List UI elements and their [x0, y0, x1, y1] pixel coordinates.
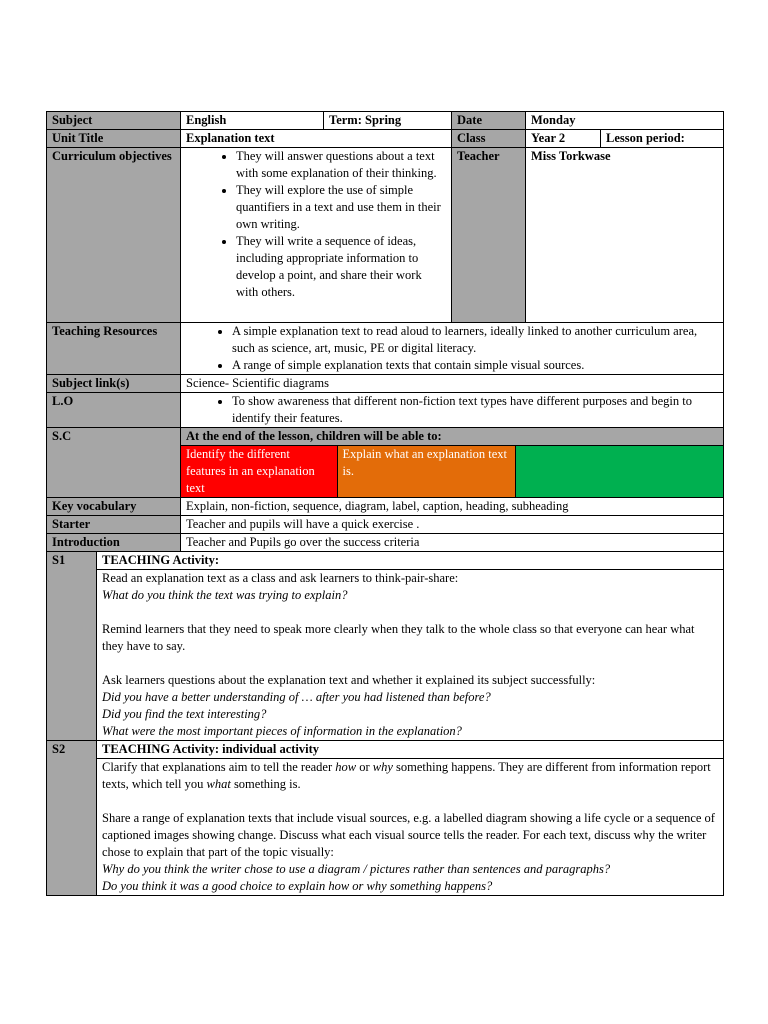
s1-paragraph: Ask learners questions about the explanation text and whether it explained its subject successfully: [102, 673, 596, 687]
s1-question: Did you find the text interesting? [102, 707, 267, 721]
key-vocab-value: Explain, non-fiction, sequence, diagram, label, caption, heading, subheading [181, 498, 724, 516]
row-subject-links [47, 375, 724, 393]
subject-value: English [181, 112, 324, 130]
resource-item: • A range of simple explanation texts that contain simple visual sources. [232, 357, 718, 374]
sc-criteria [181, 446, 724, 498]
intro-label: Introduction [47, 534, 181, 552]
sc-green-criterion [515, 446, 723, 497]
date-label: Date [452, 112, 526, 130]
row-intro [47, 534, 724, 552]
s2-title: TEACHING Activity: individual activity [97, 741, 724, 759]
row-curriculum [47, 148, 724, 323]
curriculum-objectives [181, 148, 452, 323]
term-value: Term: Spring [324, 112, 452, 130]
date-value: Monday [526, 112, 724, 130]
unit-label: Unit Title [47, 130, 181, 148]
s1-question: Did you have a better understanding of … after you had listened than before? [102, 690, 491, 704]
subject-label: Subject [47, 112, 181, 130]
row-s2-title [47, 741, 724, 759]
row-sc [47, 428, 724, 446]
resources-label: Teaching Resources [47, 323, 181, 375]
s2-question: Why do you think the writer chose to use a diagram / pictures rather than sentences and paragraphs? [102, 862, 611, 876]
row-s1-title [47, 552, 724, 570]
row-s1-body [47, 570, 724, 741]
lesson-plan-table [46, 111, 724, 896]
lesson-period-label: Lesson period: [601, 130, 724, 148]
subject-links-value: Science- Scientific diagrams [181, 375, 724, 393]
s1-paragraph: Remind learners that they need to speak more clearly when they talk to the whole class so that everyone can hear what they have to say. [102, 622, 695, 653]
lo-label: L.O [47, 393, 181, 428]
s1-question: What do you think the text was trying to explain? [102, 588, 348, 602]
s2-body [97, 759, 724, 896]
row-lo [47, 393, 724, 428]
resources-list [181, 323, 724, 375]
sc-label: S.C [47, 428, 181, 498]
sc-orange-criterion: Explain what an explanation text is. [337, 446, 515, 497]
objective-item: • They will write a sequence of ideas, including appropriate information to develop a point, and share their work with others. [236, 233, 441, 301]
s2-paragraph: Share a range of explanation texts that include visual sources, e.g. a labelled diagram showing a life cycle or a sequence of captioned images showing change. Discuss what each visual source tells the reader. For each text, discuss why the writer chose to explain that part of the topic visually: [102, 811, 715, 859]
resource-item: • A simple explanation text to read aloud to learners, ideally linked to another curriculum area, such as science, art, music, PE or digital literacy. [232, 323, 718, 357]
unit-value: Explanation text [181, 130, 452, 148]
row-s2-body [47, 759, 724, 896]
class-label: Class [452, 130, 526, 148]
row-subject [47, 112, 724, 130]
s1-question: What were the most important pieces of information in the explanation? [102, 724, 462, 738]
curriculum-label: Curriculum objectives [47, 148, 181, 323]
teacher-value: Miss Torkwase [526, 148, 724, 323]
lesson-plan [46, 111, 723, 896]
key-vocab-label: Key vocabulary [47, 498, 181, 516]
objective-item: • They will answer questions about a text with some explanation of their thinking. [236, 148, 441, 182]
teacher-label: Teacher [452, 148, 526, 323]
row-key-vocab [47, 498, 724, 516]
subject-links-label: Subject link(s) [47, 375, 181, 393]
s2-paragraph: Clarify that explanations aim to tell the reader how or why something happens. They are different from information report texts, which tell you what something is. [102, 760, 711, 791]
intro-value: Teacher and Pupils go over the success criteria [181, 534, 724, 552]
starter-label: Starter [47, 516, 181, 534]
lo-list [181, 393, 724, 428]
s1-title: TEACHING Activity: [97, 552, 724, 570]
sc-criteria-grid [181, 446, 723, 497]
starter-value: Teacher and pupils will have a quick exercise . [181, 516, 724, 534]
s2-label: S2 [47, 741, 97, 896]
s1-label: S1 [47, 552, 97, 741]
s1-paragraph: Read an explanation text as a class and ask learners to think-pair-share: [102, 571, 459, 585]
objective-item: • They will explore the use of simple quantifiers in a text and use them in their own writing. [236, 182, 441, 233]
row-starter [47, 516, 724, 534]
s1-body [97, 570, 724, 741]
row-resources [47, 323, 724, 375]
s2-question: Do you think it was a good choice to explain how or why something happens? [102, 879, 493, 893]
sc-header: At the end of the lesson, children will be able to: [181, 428, 724, 446]
class-value: Year 2 [526, 130, 601, 148]
lo-item: • To show awareness that different non-fiction text types have different purposes and begin to identify their features. [232, 393, 718, 427]
row-unit [47, 130, 724, 148]
sc-red-criterion: Identify the different features in an explanation text [181, 446, 337, 497]
